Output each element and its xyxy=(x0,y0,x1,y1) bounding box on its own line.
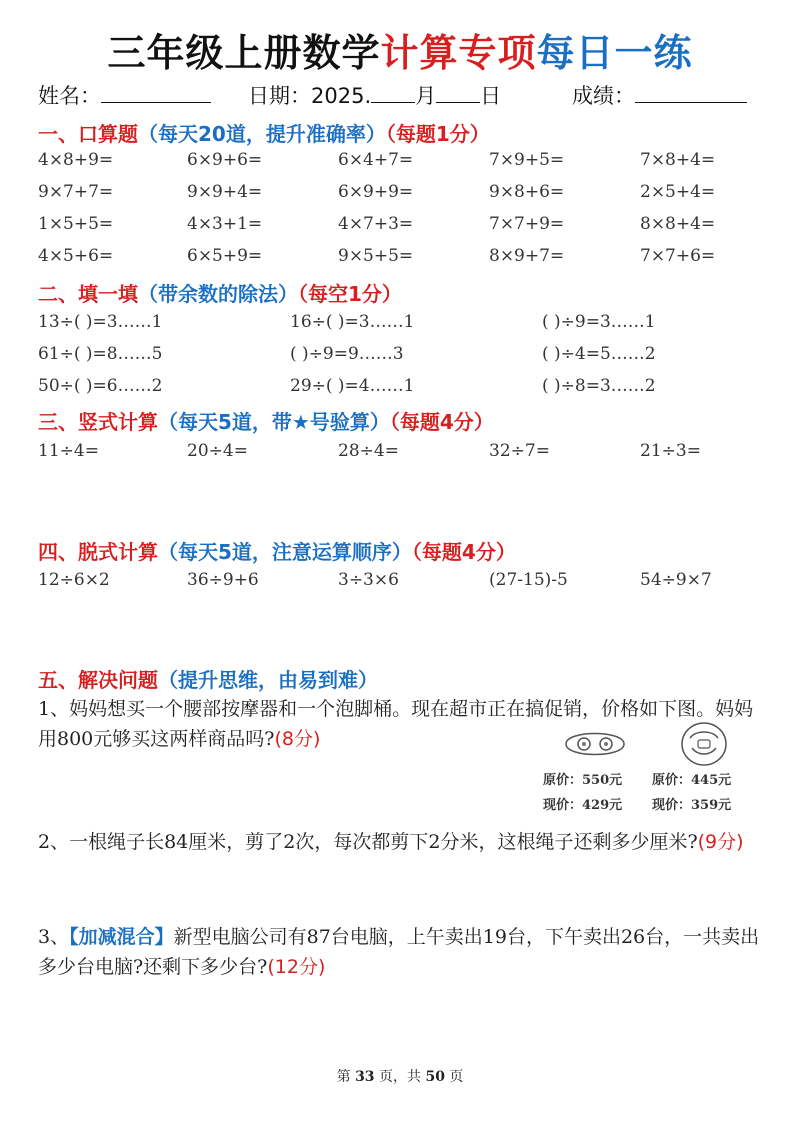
section-4-note: （每天5道，注意运算顺序） xyxy=(158,540,412,564)
section-5-heading xyxy=(38,664,378,693)
q1-4: 7×9+5= xyxy=(489,150,565,170)
day-blank[interactable] xyxy=(436,84,480,103)
problem-3-text: 新型电脑公司有87台电脑，上午卖出19台，下午卖出26台，一共卖出多少台电脑?还剩下多少台? xyxy=(38,926,760,978)
q3-4: 32÷7= xyxy=(489,441,550,461)
q2-2: 16÷( )=3……1 xyxy=(290,312,415,332)
title-part-3: 每日一练 xyxy=(536,31,693,75)
page-footer xyxy=(0,1066,800,1086)
q1-18: 9×5+5= xyxy=(338,246,414,266)
name-label: 姓名： xyxy=(38,84,101,108)
q2-6: ( )÷4=5……2 xyxy=(542,344,656,364)
q3-3: 28÷4= xyxy=(338,441,399,461)
problem-2 xyxy=(38,827,768,857)
section-2-title: 二、填一填 xyxy=(38,282,138,306)
q1-6: 9×7+7= xyxy=(38,182,114,202)
q2-7: 50÷( )=6……2 xyxy=(38,376,163,396)
q1-15: 8×8+4= xyxy=(640,214,716,234)
problem-3-tag: 【加减混合】 xyxy=(69,926,174,948)
q2-5: ( )÷9=9……3 xyxy=(290,344,404,364)
q1-13: 4×7+3= xyxy=(338,214,414,234)
q1-14: 7×7+9= xyxy=(489,214,565,234)
section-4-heading xyxy=(38,536,516,565)
section-3-heading xyxy=(38,406,494,435)
q3-5: 21÷3= xyxy=(640,441,701,461)
q2-1: 13÷( )=3……1 xyxy=(38,312,163,332)
q1-9: 9×8+6= xyxy=(489,182,565,202)
problem-2-score: (9分) xyxy=(697,831,744,853)
section-2-heading xyxy=(38,278,402,307)
q1-5: 7×8+4= xyxy=(640,150,716,170)
q1-19: 8×9+7= xyxy=(489,246,565,266)
footer-prefix: 第 xyxy=(336,1069,351,1085)
q4-4: (27-15)-5 xyxy=(489,570,568,590)
score-field[interactable] xyxy=(572,80,747,110)
section-2-note: （带余数的除法） xyxy=(138,282,298,306)
problem-3-prefix: 3、 xyxy=(38,926,70,948)
month-label: 月 xyxy=(415,84,437,108)
q2-4: 61÷( )=8……5 xyxy=(38,344,163,364)
q4-1: 12÷6×2 xyxy=(38,570,110,590)
section-1-note: （每天20道，提升准确率） xyxy=(138,122,386,146)
q2-8: 29÷( )=4……1 xyxy=(290,376,415,396)
price-now-2: 现价：359元 xyxy=(652,798,732,813)
price-original-1: 原价：550元 xyxy=(543,773,623,788)
footer-suffix: 页 xyxy=(449,1069,464,1085)
q1-1: 4×8+9= xyxy=(38,150,114,170)
q1-20: 7×7+6= xyxy=(640,246,716,266)
price-now-1: 现价：429元 xyxy=(543,798,623,813)
title-part-1: 三年级上册数学 xyxy=(107,31,381,75)
problem-1 xyxy=(38,694,768,754)
section-4-score: （每题4分） xyxy=(411,540,516,564)
section-1-title: 一、口算题 xyxy=(38,122,138,146)
page-number: 33 xyxy=(355,1069,375,1085)
q3-1: 11÷4= xyxy=(38,441,99,461)
price-original-2: 原价：445元 xyxy=(652,773,732,788)
problem-1-text: 1、妈妈想买一个腰部按摩器和一个泡脚桶。现在超市正在搞促销，价格如下图。妈妈用800元够买这两样商品吗? xyxy=(38,698,754,750)
foot-bath-image xyxy=(678,720,730,772)
date-field[interactable] xyxy=(248,80,501,110)
name-field[interactable] xyxy=(38,80,211,110)
section-4-title: 四、脱式计算 xyxy=(38,540,158,564)
q1-7: 9×9+4= xyxy=(187,182,263,202)
footer-middle: 页，共 xyxy=(379,1069,421,1085)
name-blank[interactable] xyxy=(101,84,211,103)
problem-3 xyxy=(38,922,768,982)
section-2-score: （每空1分） xyxy=(298,282,402,306)
section-1-score: （每题1分） xyxy=(385,122,490,146)
q1-2: 6×9+6= xyxy=(187,150,263,170)
page-title xyxy=(0,22,800,77)
total-pages: 50 xyxy=(425,1069,445,1085)
score-label: 成绩： xyxy=(572,84,635,108)
q1-11: 1×5+5= xyxy=(38,214,114,234)
q1-17: 6×5+9= xyxy=(187,246,263,266)
date-label: 日期：2025. xyxy=(248,84,372,108)
section-1-heading xyxy=(38,118,490,147)
score-blank[interactable] xyxy=(635,84,747,103)
q4-2: 36÷9+6 xyxy=(187,570,259,590)
problem-3-score: (12分) xyxy=(267,956,326,978)
section-3-title: 三、竖式计算 xyxy=(38,410,158,434)
q1-10: 2×5+4= xyxy=(640,182,716,202)
section-3-score: （每题4分） xyxy=(389,410,494,434)
title-part-2: 计算专项 xyxy=(380,31,537,75)
section-3-note: （每天5道，带★号验算） xyxy=(158,410,390,434)
q1-12: 4×3+1= xyxy=(187,214,263,234)
q2-3: ( )÷9=3……1 xyxy=(542,312,656,332)
q2-9: ( )÷8=3……2 xyxy=(542,376,656,396)
q4-3: 3÷3×6 xyxy=(338,570,399,590)
problem-1-score: (8分) xyxy=(274,728,321,750)
section-5-note: （提升思维，由易到难） xyxy=(158,668,378,692)
month-blank[interactable] xyxy=(371,84,415,103)
day-label: 日 xyxy=(480,84,502,108)
q1-16: 4×5+6= xyxy=(38,246,114,266)
q4-5: 54÷9×7 xyxy=(640,570,712,590)
q1-8: 6×9+9= xyxy=(338,182,414,202)
massager-image xyxy=(560,724,630,768)
q1-3: 6×4+7= xyxy=(338,150,414,170)
section-5-title: 五、解决问题 xyxy=(38,668,158,692)
problem-2-text: 2、一根绳子长84厘米，剪了2次，每次都剪下2分米，这根绳子还剩多少厘米? xyxy=(38,831,698,853)
q3-2: 20÷4= xyxy=(187,441,248,461)
